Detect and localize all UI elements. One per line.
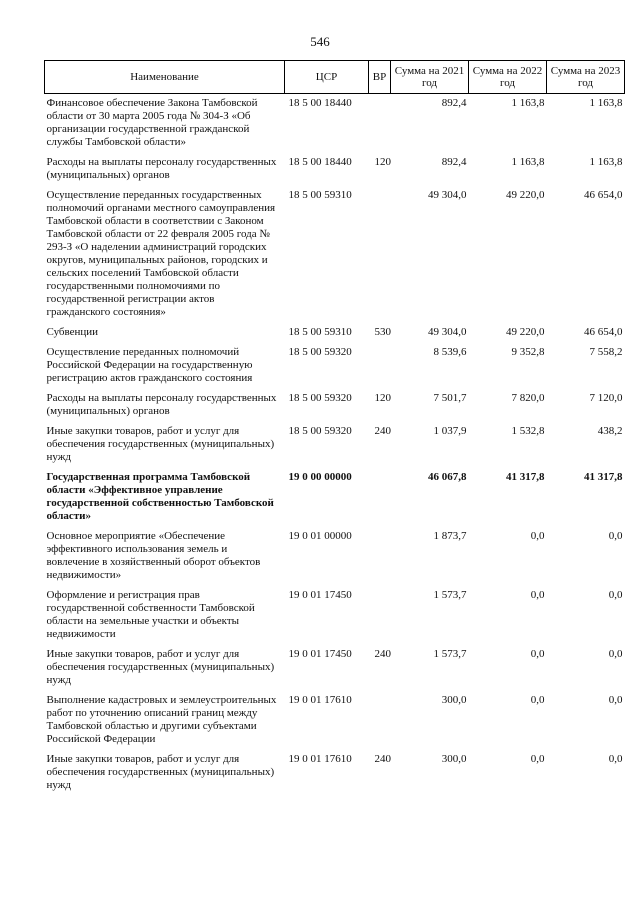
row-sum-2021: 7 501,7 [433,392,467,404]
row-sum-2023: 1 163,8 [589,97,623,109]
table-row [45,346,625,392]
row-sum-2023: 0,0 [608,589,623,601]
table-row [45,392,625,425]
row-sum-2022: 49 220,0 [506,189,545,201]
row-vr: 240 [374,425,391,437]
table-row [45,530,625,589]
row-name: Иные закупки товаров, работ и услуг для обеспечения государственных (муниципальных) нужд [46,425,275,463]
row-sum-2022: 0,0 [530,589,545,601]
row-sum-2022: 0,0 [530,530,545,542]
row-sum-2023: 7 120,0 [589,392,623,404]
header-sum-2021: Сумма на 2021 год [391,61,469,94]
row-sum-2021: 892,4 [441,156,467,168]
table-row [45,326,625,346]
row-sum-2021: 49 304,0 [428,326,467,338]
row-vr: 120 [374,156,391,168]
row-sum-2021: 892,4 [441,97,467,109]
table-row [45,753,625,799]
row-sum-2021: 8 539,6 [433,346,467,358]
row-sum-2023: 0,0 [608,753,623,765]
row-sum-2022: 1 163,8 [511,156,545,168]
row-sum-2021: 300,0 [441,753,467,765]
table-row [45,694,625,753]
row-sum-2023: 41 317,8 [584,471,623,483]
row-sum-2022: 9 352,8 [511,346,545,358]
row-vr [369,694,391,753]
row-csr: 18 5 00 59320 [288,392,352,404]
row-sum-2022: 1 532,8 [511,425,545,437]
table-row [45,189,625,326]
row-name: Основное мероприятие «Обеспечение эффективного использования земель и вовлечение в хозяйственный оборот объектов недвижимости» [46,530,261,581]
row-name: Государственная программа Тамбовской области «Эффективное управление государственной собственностью Тамбовской области» [46,471,274,522]
table-row [45,94,625,157]
row-csr: 19 0 00 00000 [288,471,352,483]
row-name: Иные закупки товаров, работ и услуг для обеспечения государственных (муниципальных) нужд [46,753,275,791]
row-sum-2021: 1 873,7 [433,530,467,542]
row-name: Субвенции [46,326,99,338]
row-csr: 18 5 00 59310 [288,189,352,201]
row-name: Иные закупки товаров, работ и услуг для обеспечения государственных (муниципальных) нужд [46,648,275,686]
row-name: Оформление и регистрация прав государственной собственности Тамбовской области на земельные участки и объекты недвижимости [46,589,255,640]
row-vr [369,471,391,530]
row-sum-2023: 0,0 [608,530,623,542]
row-vr: 240 [374,648,391,660]
row-csr: 18 5 00 59320 [288,346,352,358]
row-vr: 120 [374,392,391,404]
row-sum-2022: 0,0 [530,753,545,765]
table-row [45,471,625,530]
row-sum-2021: 300,0 [441,694,467,706]
row-sum-2022: 7 820,0 [511,392,545,404]
row-vr [369,94,391,157]
row-sum-2023: 1 163,8 [589,156,623,168]
table-row [45,156,625,189]
row-vr [369,530,391,589]
row-sum-2021: 49 304,0 [428,189,467,201]
row-name: Расходы на выплаты персоналу государственных (муниципальных) органов [46,156,277,181]
budget-table [44,60,625,799]
row-sum-2023: 438,2 [597,425,623,437]
row-vr [369,189,391,326]
row-vr [369,346,391,392]
row-vr [369,589,391,648]
row-sum-2022: 0,0 [530,694,545,706]
row-sum-2022: 0,0 [530,648,545,660]
header-sum-2023: Сумма на 2023 год [547,61,625,94]
row-sum-2022: 49 220,0 [506,326,545,338]
row-csr: 18 5 00 18440 [288,97,352,109]
row-csr: 18 5 00 59310 [288,326,352,338]
row-sum-2023: 0,0 [608,694,623,706]
header-vr: ВР [369,61,391,94]
row-name: Осуществление переданных государственных полномочий органами местного самоуправления Тамбовской области в соответствии с Законом Тамбовской области от 22 февраля 2005 года № 293-З «О наделении администраций городских округов, муниципальных районов, городских и сельских поселений Тамбовской области государственными полномочиями по государственной регистрации актов гражданского состояния» [46,189,276,318]
row-sum-2021: 1 573,7 [433,589,467,601]
row-name: Финансовое обеспечение Закона Тамбовской области от 30 марта 2005 года № 304-З «Об организации государственной гражданской службы Тамбовской области» [46,97,258,148]
table-body [45,94,625,800]
row-vr: 530 [374,326,391,338]
table-row [45,648,625,694]
row-sum-2023: 0,0 [608,648,623,660]
table-header [45,61,625,94]
row-sum-2023: 46 654,0 [584,326,623,338]
row-csr: 19 0 01 17610 [288,694,352,706]
row-csr: 19 0 01 17610 [288,753,352,765]
row-name: Осуществление переданных полномочий Российской Федерации на государственную регистрацию актов гражданского состояния [46,346,253,384]
row-vr: 240 [374,753,391,765]
table-row [45,425,625,471]
header-name: Наименование [45,61,285,94]
row-sum-2022: 1 163,8 [511,97,545,109]
row-sum-2021: 1 037,9 [433,425,467,437]
header-csr: ЦСР [285,61,369,94]
row-csr: 19 0 01 17450 [288,589,352,601]
row-csr: 19 0 01 00000 [288,530,352,542]
row-name: Выполнение кадастровых и землеустроительных работ по уточнению описаний границ между Тамбовской областью и другими субъектами Российской Федерации [46,694,277,745]
row-sum-2023: 46 654,0 [584,189,623,201]
header-sum-2022: Сумма на 2022 год [469,61,547,94]
row-sum-2021: 1 573,7 [433,648,467,660]
row-csr: 18 5 00 18440 [288,156,352,168]
row-sum-2021: 46 067,8 [428,471,467,483]
table-row [45,589,625,648]
page-number: 546 [310,34,330,49]
row-csr: 19 0 01 17450 [288,648,352,660]
row-csr: 18 5 00 59320 [288,425,352,437]
row-sum-2022: 41 317,8 [506,471,545,483]
row-sum-2023: 7 558,2 [589,346,623,358]
row-name: Расходы на выплаты персоналу государственных (муниципальных) органов [46,392,277,417]
